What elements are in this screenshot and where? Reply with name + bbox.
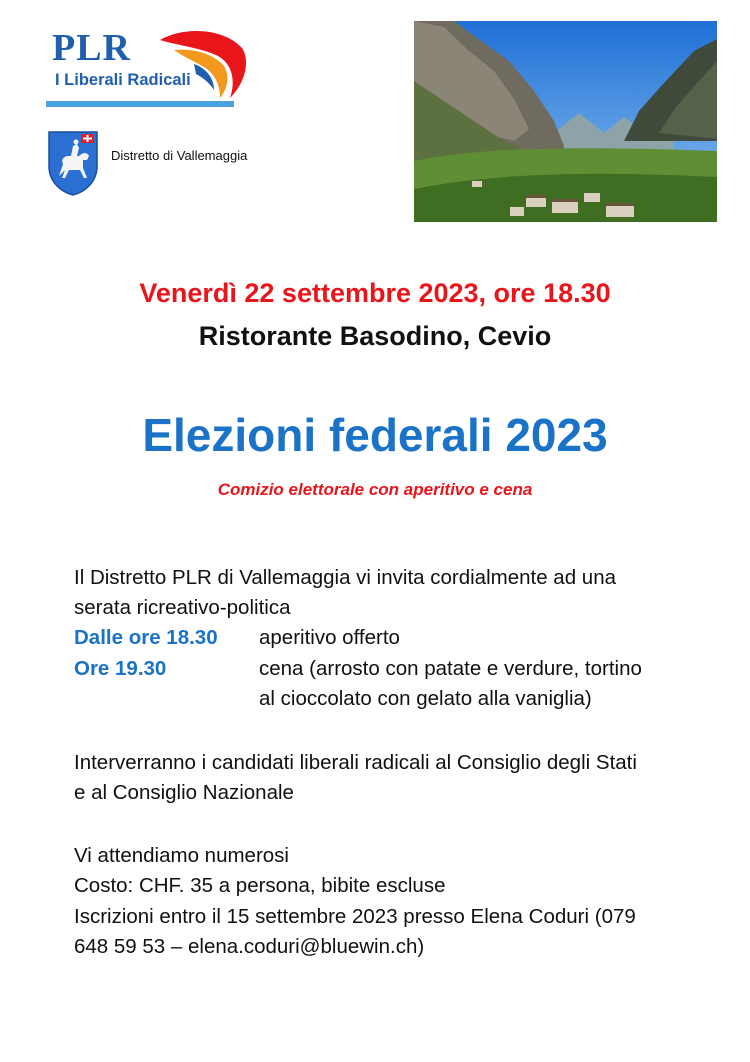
speakers-line-2: e al Consiglio Nazionale [74,781,294,804]
cost-line: Costo: CHF. 35 a persona, bibite escluse [74,874,446,897]
logo-rule [46,101,234,107]
closing-line-1: Vi attendiamo numerosi [74,844,289,867]
page-title: Elezioni federali 2023 [142,409,608,461]
speakers-line-1: Interverranno i candidati liberali radicali al Consiglio degli Stati [74,751,637,774]
schedule-time-aperitivo: Dalle ore 18.30 [74,626,218,649]
intro-line-2: serata ricreativo-politica [74,596,291,619]
event-subtitle: Comizio elettorale con aperitivo e cena [217,480,533,499]
registration-line-2: 648 59 53 – elena.coduri@bluewin.ch) [74,935,425,958]
intro-line-1: Il Distretto PLR di Vallemaggia vi invita cordialmente ad una [74,566,616,589]
valley-landscape-image [414,21,717,222]
flame-icon [154,26,250,104]
logo-subtitle: I Liberali Radicali [55,71,191,89]
registration-line-1: Iscrizioni entro il 15 settembre 2023 presso Elena Coduri (079 [74,905,636,928]
plr-logo [46,26,246,112]
horse-rider-crest [47,130,99,196]
schedule-desc-aperitivo: aperitivo offerto [259,626,400,649]
district-label: Distretto di Vallemaggia [111,148,248,163]
schedule-time-cena: Ore 19.30 [74,657,167,680]
event-date-time: Venerdì 22 settembre 2023, ore 18.30 [139,278,611,308]
logo-text: PLR [52,27,131,69]
schedule-desc-cena-line-1: cena (arrosto con patate e verdure, tortino [259,657,642,680]
schedule-desc-cena-line-2: al cioccolato con gelato alla vaniglia) [259,687,592,710]
event-venue: Ristorante Basodino, Cevio [198,321,552,351]
